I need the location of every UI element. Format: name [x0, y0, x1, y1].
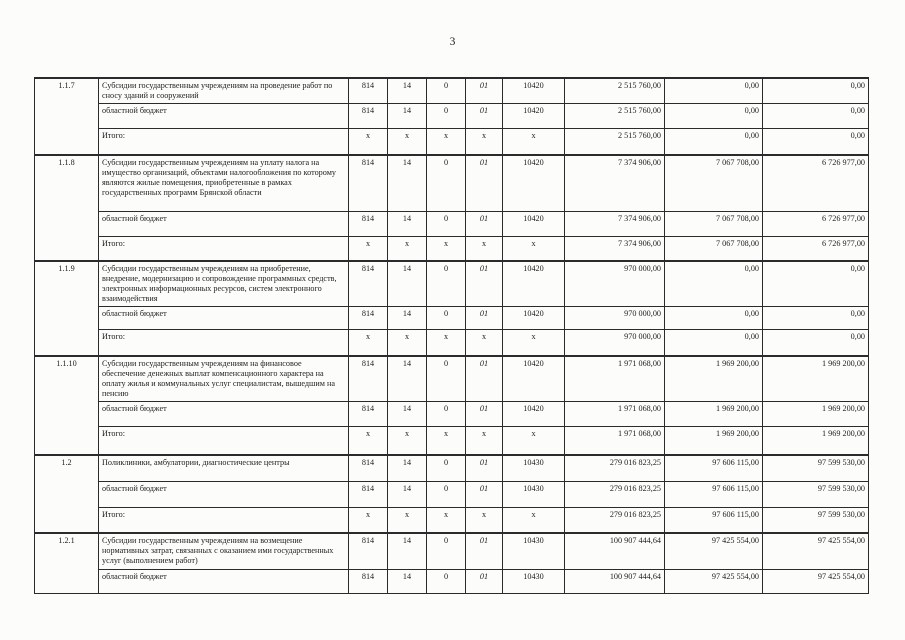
item-number-cell: 1.1.7	[35, 78, 99, 104]
amount-year-3-cell: 97 599 530,00	[763, 455, 869, 481]
code-cell-3: 0	[427, 104, 466, 129]
code-cell-4: 01	[466, 78, 503, 104]
code-cell-1: х	[349, 507, 388, 533]
code-cell-3: 0	[427, 481, 466, 507]
code-cell-5: х	[503, 237, 565, 261]
description-cell: Итого:	[99, 237, 349, 261]
code-cell-1: 814	[349, 569, 388, 593]
amount-year-1-cell: 279 016 823,25	[565, 455, 665, 481]
table-row-item-1.1.7	[35, 78, 869, 104]
code-cell-2: 14	[388, 455, 427, 481]
amount-year-1-cell: 7 374 906,00	[565, 155, 665, 212]
code-cell-4: х	[466, 129, 503, 155]
amount-year-1-cell: 970 000,00	[565, 307, 665, 330]
description-cell: Субсидии государственным учреждениям на уплату налога на имущество организаций, объектами налогообложения по которому являются жилые помещения, приобретенные в рамках государственных программ Брянской области	[99, 155, 349, 212]
code-cell-3: 0	[427, 212, 466, 237]
code-cell-1: 814	[349, 401, 388, 426]
code-cell-1: х	[349, 129, 388, 155]
code-cell-5: 10420	[503, 307, 565, 330]
item-number-cell	[35, 212, 99, 237]
code-cell-2: 14	[388, 569, 427, 593]
code-cell-4: 01	[466, 533, 503, 569]
amount-year-2-cell: 97 425 554,00	[665, 569, 763, 593]
amount-year-3-cell: 0,00	[763, 261, 869, 307]
table-row-total	[35, 330, 869, 356]
code-cell-3: х	[427, 507, 466, 533]
code-cell-1: 814	[349, 307, 388, 330]
table-row-subitem	[35, 212, 869, 237]
table-row-total	[35, 129, 869, 155]
description-cell: Поликлиники, амбулатории, диагностические центры	[99, 455, 349, 481]
amount-year-3-cell: 97 599 530,00	[763, 481, 869, 507]
item-number-cell: 1.2.1	[35, 533, 99, 569]
description-cell: областной бюджет	[99, 481, 349, 507]
amount-year-1-cell: 2 515 760,00	[565, 129, 665, 155]
amount-year-2-cell: 1 969 200,00	[665, 426, 763, 455]
code-cell-5: 10430	[503, 455, 565, 481]
amount-year-2-cell: 0,00	[665, 307, 763, 330]
amount-year-3-cell: 0,00	[763, 307, 869, 330]
code-cell-3: 0	[427, 78, 466, 104]
code-cell-4: 01	[466, 212, 503, 237]
code-cell-4: 01	[466, 104, 503, 129]
code-cell-4: 01	[466, 155, 503, 212]
code-cell-3: 0	[427, 455, 466, 481]
code-cell-1: х	[349, 426, 388, 455]
code-cell-1: 814	[349, 104, 388, 129]
item-number-cell	[35, 401, 99, 426]
code-cell-3: х	[427, 330, 466, 356]
amount-year-2-cell: 97 606 115,00	[665, 455, 763, 481]
amount-year-2-cell: 0,00	[665, 129, 763, 155]
code-cell-3: х	[427, 129, 466, 155]
code-cell-4: 01	[466, 307, 503, 330]
amount-year-1-cell: 7 374 906,00	[565, 212, 665, 237]
amount-year-3-cell: 97 425 554,00	[763, 533, 869, 569]
table-row-item-1.1.9	[35, 261, 869, 307]
code-cell-2: х	[388, 129, 427, 155]
description-cell: областной бюджет	[99, 401, 349, 426]
code-cell-3: 0	[427, 401, 466, 426]
description-cell: областной бюджет	[99, 104, 349, 129]
item-number-cell	[35, 481, 99, 507]
code-cell-4: х	[466, 237, 503, 261]
code-cell-5: х	[503, 129, 565, 155]
amount-year-2-cell: 0,00	[665, 104, 763, 129]
amount-year-3-cell: 6 726 977,00	[763, 237, 869, 261]
amount-year-2-cell: 0,00	[665, 78, 763, 104]
code-cell-1: 814	[349, 261, 388, 307]
description-cell: Итого:	[99, 507, 349, 533]
table-row-subitem	[35, 569, 869, 593]
amount-year-2-cell: 7 067 708,00	[665, 237, 763, 261]
amount-year-1-cell: 970 000,00	[565, 330, 665, 356]
description-cell: областной бюджет	[99, 212, 349, 237]
amount-year-1-cell: 7 374 906,00	[565, 237, 665, 261]
code-cell-2: 14	[388, 155, 427, 212]
amount-year-3-cell: 6 726 977,00	[763, 212, 869, 237]
amount-year-3-cell: 1 969 200,00	[763, 356, 869, 402]
code-cell-1: 814	[349, 212, 388, 237]
code-cell-3: 0	[427, 307, 466, 330]
amount-year-1-cell: 2 515 760,00	[565, 104, 665, 129]
code-cell-4: 01	[466, 261, 503, 307]
code-cell-5: 10420	[503, 104, 565, 129]
amount-year-1-cell: 2 515 760,00	[565, 78, 665, 104]
code-cell-5: 10430	[503, 481, 565, 507]
description-cell: Итого:	[99, 330, 349, 356]
table-row-item-1.2	[35, 455, 869, 481]
table-row-subitem	[35, 401, 869, 426]
description-cell: областной бюджет	[99, 307, 349, 330]
code-cell-4: х	[466, 426, 503, 455]
code-cell-2: 14	[388, 307, 427, 330]
item-number-cell: 1.2	[35, 455, 99, 481]
code-cell-1: х	[349, 330, 388, 356]
code-cell-2: х	[388, 426, 427, 455]
item-number-cell	[35, 307, 99, 330]
code-cell-4: 01	[466, 356, 503, 402]
amount-year-2-cell: 97 606 115,00	[665, 481, 763, 507]
amount-year-1-cell: 970 000,00	[565, 261, 665, 307]
table-row-subitem	[35, 104, 869, 129]
code-cell-5: х	[503, 426, 565, 455]
amount-year-2-cell: 0,00	[665, 330, 763, 356]
table-row-item-1.2.1	[35, 533, 869, 569]
item-number-cell	[35, 330, 99, 356]
item-number-cell: 1.1.9	[35, 261, 99, 307]
code-cell-5: 10430	[503, 569, 565, 593]
item-number-cell: 1.1.10	[35, 356, 99, 402]
amount-year-2-cell: 1 969 200,00	[665, 356, 763, 402]
code-cell-1: х	[349, 237, 388, 261]
amount-year-1-cell: 279 016 823,25	[565, 481, 665, 507]
table-row-total	[35, 507, 869, 533]
description-cell: областной бюджет	[99, 569, 349, 593]
item-number-cell	[35, 507, 99, 533]
amount-year-1-cell: 1 971 068,00	[565, 401, 665, 426]
code-cell-4: 01	[466, 481, 503, 507]
code-cell-5: 10430	[503, 533, 565, 569]
code-cell-2: 14	[388, 104, 427, 129]
amount-year-3-cell: 0,00	[763, 330, 869, 356]
amount-year-2-cell: 0,00	[665, 261, 763, 307]
table-row-item-1.1.8	[35, 155, 869, 212]
item-number-cell	[35, 129, 99, 155]
description-cell: Субсидии государственным учреждениям на приобретение, внедрение, модернизацию и сопровождение программных средств, электронных информационных ресурсов, систем электронного взаимодействия	[99, 261, 349, 307]
amount-year-3-cell: 1 969 200,00	[763, 401, 869, 426]
budget-table	[34, 77, 869, 594]
amount-year-1-cell: 100 907 444,64	[565, 533, 665, 569]
code-cell-1: 814	[349, 533, 388, 569]
code-cell-5: 10420	[503, 212, 565, 237]
amount-year-3-cell: 0,00	[763, 129, 869, 155]
description-cell: Итого:	[99, 426, 349, 455]
description-cell: Субсидии государственным учреждениям на финансовое обеспечение денежных выплат компенсационного характера на оплату жилья и коммунальных услуг специалистам, вышедшим на пенсию	[99, 356, 349, 402]
code-cell-2: 14	[388, 356, 427, 402]
code-cell-5: 10420	[503, 401, 565, 426]
item-number-cell	[35, 569, 99, 593]
amount-year-1-cell: 100 907 444,64	[565, 569, 665, 593]
code-cell-4: х	[466, 330, 503, 356]
table-row-total	[35, 237, 869, 261]
code-cell-1: 814	[349, 481, 388, 507]
code-cell-5: 10420	[503, 356, 565, 402]
code-cell-2: х	[388, 507, 427, 533]
budget-table-body	[35, 78, 869, 593]
code-cell-2: 14	[388, 261, 427, 307]
item-number-cell: 1.1.8	[35, 155, 99, 212]
code-cell-3: 0	[427, 356, 466, 402]
description-cell: Субсидии государственным учреждениям на возмещение нормативных затрат, связанных с оказанием ими государственных услуг (выполнением работ)	[99, 533, 349, 569]
code-cell-5: 10420	[503, 78, 565, 104]
amount-year-2-cell: 97 606 115,00	[665, 507, 763, 533]
amount-year-2-cell: 97 425 554,00	[665, 533, 763, 569]
code-cell-2: 14	[388, 78, 427, 104]
amount-year-3-cell: 97 425 554,00	[763, 569, 869, 593]
code-cell-1: 814	[349, 78, 388, 104]
code-cell-5: х	[503, 507, 565, 533]
code-cell-3: 0	[427, 569, 466, 593]
item-number-cell	[35, 237, 99, 261]
code-cell-5: 10420	[503, 261, 565, 307]
code-cell-4: 01	[466, 455, 503, 481]
code-cell-2: х	[388, 330, 427, 356]
amount-year-3-cell: 1 969 200,00	[763, 426, 869, 455]
code-cell-2: х	[388, 237, 427, 261]
amount-year-1-cell: 279 016 823,25	[565, 507, 665, 533]
code-cell-3: 0	[427, 533, 466, 569]
code-cell-5: 10420	[503, 155, 565, 212]
amount-year-1-cell: 1 971 068,00	[565, 426, 665, 455]
item-number-cell	[35, 104, 99, 129]
amount-year-2-cell: 7 067 708,00	[665, 155, 763, 212]
amount-year-3-cell: 0,00	[763, 104, 869, 129]
code-cell-4: х	[466, 507, 503, 533]
code-cell-5: х	[503, 330, 565, 356]
code-cell-2: 14	[388, 481, 427, 507]
code-cell-4: 01	[466, 569, 503, 593]
amount-year-3-cell: 97 599 530,00	[763, 507, 869, 533]
code-cell-3: х	[427, 237, 466, 261]
code-cell-3: х	[427, 426, 466, 455]
page-number: 3	[449, 36, 456, 48]
description-cell: Итого:	[99, 129, 349, 155]
table-row-subitem	[35, 481, 869, 507]
amount-year-2-cell: 7 067 708,00	[665, 212, 763, 237]
description-cell: Субсидии государственным учреждениям на проведение работ по сносу зданий и сооружений	[99, 78, 349, 104]
table-row-subitem	[35, 307, 869, 330]
code-cell-2: 14	[388, 212, 427, 237]
code-cell-4: 01	[466, 401, 503, 426]
table-row-total	[35, 426, 869, 455]
code-cell-3: 0	[427, 261, 466, 307]
code-cell-2: 14	[388, 533, 427, 569]
amount-year-1-cell: 1 971 068,00	[565, 356, 665, 402]
amount-year-2-cell: 1 969 200,00	[665, 401, 763, 426]
code-cell-1: 814	[349, 455, 388, 481]
table-row-item-1.1.10	[35, 356, 869, 402]
code-cell-3: 0	[427, 155, 466, 212]
amount-year-3-cell: 0,00	[763, 78, 869, 104]
amount-year-3-cell: 6 726 977,00	[763, 155, 869, 212]
item-number-cell	[35, 426, 99, 455]
code-cell-1: 814	[349, 356, 388, 402]
code-cell-1: 814	[349, 155, 388, 212]
code-cell-2: 14	[388, 401, 427, 426]
